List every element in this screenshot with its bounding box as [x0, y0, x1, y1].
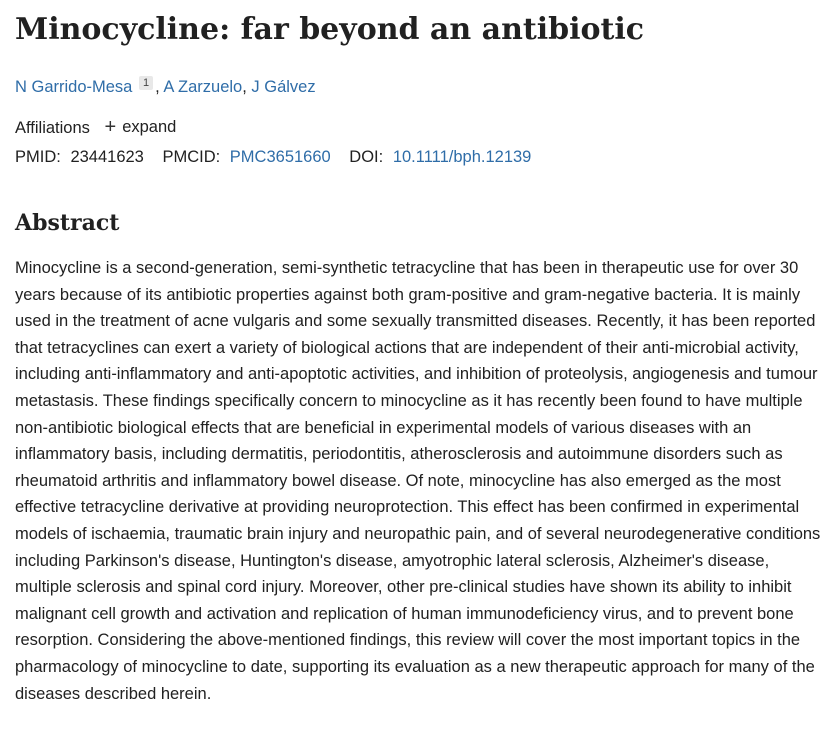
- identifiers-row: [15, 144, 545, 170]
- affiliations-row: [15, 115, 176, 141]
- author-list: [15, 74, 316, 100]
- pmcid-label: PMCID:: [162, 148, 221, 166]
- author-link-zarzuelo[interactable]: A Zarzuelo: [163, 78, 243, 96]
- author-link-galvez[interactable]: J Gálvez: [251, 78, 316, 96]
- affiliation-ref-badge[interactable]: 1: [139, 76, 153, 90]
- affiliations-label: Affiliations: [15, 119, 90, 137]
- doi-link[interactable]: 10.1111/bph.12139: [392, 148, 532, 166]
- pmid-label: PMID:: [15, 148, 61, 166]
- expand-label: expand: [122, 117, 177, 136]
- abstract-heading: Abstract: [15, 210, 120, 236]
- article-title: Minocycline: far beyond an antibiotic: [15, 12, 645, 47]
- plus-icon: +: [104, 116, 117, 138]
- pmid-value: 23441623: [70, 148, 144, 166]
- doi-label: DOI:: [349, 148, 384, 166]
- pmcid-link[interactable]: PMC3651660: [229, 148, 331, 166]
- author-separator: ,: [242, 78, 252, 96]
- expand-affiliations-button[interactable]: [105, 117, 177, 137]
- abstract-text: Minocycline is a second-generation, semi-synthetic tetracycline that has been in therapeutic use for over 30 years because of its antibiotic properties against both gram-positive and gram-negative bacteria. It is mainly used in the treatment of acne vulgaris and some sexually transmitted diseases. Recently, it has been reported that tetracyclines can exert a variety of biological actions that are independent of their anti-microbial activity, including anti-inflammatory and anti-apoptotic activities, and inhibition of proteolysis, angiogenesis and tumour metastasis. These findings specifically concern to minocycline as it has recently been found to have multiple non-antibiotic biological effects that are beneficial in experimental models of various diseases with an inflammatory basis, including dermatitis, periodontitis, atherosclerosis and autoimmune disorders such as rheumatoid arthritis and inflammatory bowel disease. Of note, minocycline has also emerged as the most effective tetracycline derivative at providing neuroprotection. This effect has been confirmed in experimental models of ischaemia, traumatic brain injury and neuropathic pain, and of several neurodegenerative conditions including Parkinson's disease, Huntington's disease, amyotrophic lateral sclerosis, Alzheimer's disease, multiple sclerosis and spinal cord injury. Moreover, other pre-clinical studies have shown its ability to inhibit malignant cell growth and activation and replication of human immunodeficiency virus, and to prevent bone resorption. Considering the above-mentioned findings, this review will cover the most important topics in the pharmacology of minocycline to date, supporting its evaluation as a new therapeutic approach for many of the diseases described herein.: [15, 259, 821, 703]
- author-link-garrido-mesa[interactable]: N Garrido-Mesa: [15, 78, 133, 96]
- author-separator: ,: [155, 78, 164, 96]
